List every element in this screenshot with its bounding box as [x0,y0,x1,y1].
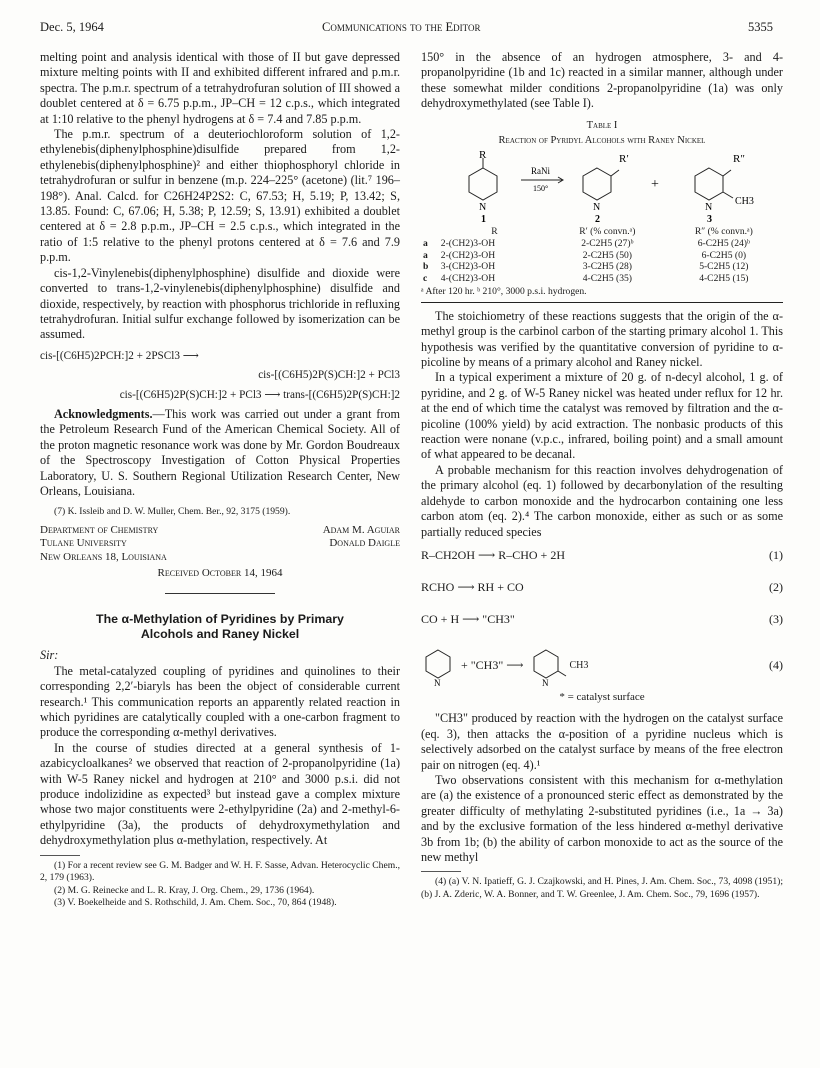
affiliation: Tulane University [40,537,127,550]
title-line: Alcohols and Raney Nickel [140,627,300,642]
affiliation: Department of Chemistry [40,523,159,536]
equation-number: (1) [769,547,783,562]
table-row [421,273,783,285]
methyl-label: CH3 [735,196,754,208]
compound-number: 3 [707,214,712,226]
table-header: R [491,226,498,238]
equation: CO + H ⟶ "CH3" [421,611,515,626]
table-cell: 4-C2H5 (35) [582,272,632,284]
condition-label: 150° [533,184,549,194]
table-header: R″ (% convn.ᵃ) [694,226,753,238]
pyridine-ring-icon [421,646,455,686]
page-number: 5355 [748,20,773,34]
left-column [40,50,400,909]
affiliation: New Orleans 18, Louisiana [40,550,167,563]
author: Adam M. Aguiar [322,523,400,536]
table-cell: c [423,272,428,284]
running-section-title: Communications to the Editor [322,20,481,34]
equation-row [421,612,783,644]
footnote-rule [40,855,80,856]
equation-row [421,644,783,688]
affiliation-block [40,524,400,564]
r-label: R [479,149,487,162]
compound-number: 2 [595,214,600,226]
footnote: (3) V. Boekelheide and S. Rothschild, J. Am. Chem. Soc., 70, 864 (1948). [54,896,337,908]
equation: RCHO ⟶ RH + CO [421,579,524,594]
equation: cis-[(C6H5)2P(S)CH:]2 + PCl3 ⟶ trans-[(C6H5)2P(S)CH:]2 [119,388,400,401]
paragraph: melting point and analysis identical with those of II but gave depressed mixture melting points with II and exhibited different infrared and p.m.r. spectra. The p.m.r. spectrum of a tetrahydrofuran solution of III showed a doublet centered at δ = 6.75 p.p.m., JP–CH = 12 c.p.s., which integrated at 1:10 relative to the phenyl hydrogens at δ = 7.4 and 7.85 p.p.m. [40,50,400,126]
equation: R–CH2OH ⟶ R–CHO + 2H [421,547,565,562]
right-column [421,50,783,901]
table-cell: 6-C2H5 (24)ᵇ [697,238,750,250]
compound-number: 1 [481,214,486,226]
table-cell: 4-C2H5 (15) [699,272,749,284]
paragraph: "CH3" produced by reaction with the hydrogen on the catalyst surface (eq. 3), then attacks the α-position of a pyridine nucleus which is selectively adsorbed on the catalyst surface by means of the free electron pair on nitrogen (eq. 4).¹ [421,711,783,772]
equation-block [421,548,783,705]
ring-n: N [593,202,601,214]
footnote: (4) (a) V. N. Ipatieff, G. J. Czajkowski, and H. Pines, J. Am. Chem. Soc., 73, 4098 (1951); (b) J. A. Zderic, W. A. Bonner, and T. W. Greenlee, J. Am. Chem. Soc., 79, 1696 (1957). [421,876,783,900]
ring-n: N [705,202,713,214]
paragraph: cis-1,2-Vinylenebis(diphenylphosphine) disulfide and dioxide were converted to trans-1,2-vinylenebis(diphenylphosphine) disulfide and dioxide, respectively, by reaction with phosphorus trichloride in refluxing tetrahydrofuran. Initial sulfur exchange followed by isomerization can be assumed. [40,265,400,342]
salutation: Sir: [40,648,59,663]
r-double-prime-label: R″ [733,153,745,166]
picoline-ring-icon [529,646,569,686]
table-cell: 3-C2H5 (28) [582,261,632,273]
results-table [421,226,783,284]
reagent-label: RaNi [531,166,550,177]
table-cell: b [423,261,429,273]
equation-text: + "CH3" ⟶ [461,658,524,673]
article-title [40,612,400,642]
equation-number: (3) [769,611,783,626]
methyl-label: CH3 [569,660,589,672]
table-header: R′ (% convn.ᵃ) [579,226,636,238]
running-date: Dec. 5, 1964 [40,20,104,34]
table-header-row [421,226,783,238]
paragraph: In the course of studies directed at a general synthesis of 1-azabicycloalkanes² we observed that reaction of 2-propanolpyridine (1a) with W-5 Raney nickel and hydrogen at 210° and 3000 p.s.i. did not produce indolizidine as expected³ but instead gave a complex mixture whose two major constituents were 2-ethylpyridine (2a) and 2-methyl-6-ethylpyridine (3a), the products of dehydroxymethylation and dehydroxymethylation plus α-methylation, respectively. At [40,740,400,848]
equation [421,646,588,686]
divider [165,593,275,594]
paragraph: Two observations consistent with this mechanism for α-methylation are (a) the existence of a pronounced steric effect as demonstrated by the greater difficulty of methylating 2-substituted pyridines (i.e., 1a → 3a) and by the exclusive formation of the less hindered α-methyl derivative 3b from 1b; (b) the ability of carbon monoxide to act as the source of the new methyl [421,772,783,864]
equation-number: (4) [769,658,783,673]
paragraph: The metal-catalyzed coupling of pyridines and quinolines to their corresponding 2,2′-biaryls has been the object of considerable current research.¹ This communication reports an apparently related reaction in which pyridines are catalytically coupled with a one-carbon fragment to produce the corresponding α-methyl derivatives. [40,663,400,740]
acknowledgments [40,407,400,499]
acknowledgments-heading: Acknowledgments. [54,406,153,421]
equation-number: (2) [769,579,783,594]
catalyst-legend: * = catalyst surface [559,690,645,703]
paragraph: The p.m.r. spectrum of a deuteriochloroform solution of 1,2-ethylenebis(diphenylphosphine)disulfide prepared from 1,2-ethylenebis(diphenylphosphine)² and either thiophosphoryl chloride in tetrahydrofuran or sulfur in benzene (m.p. 224–225° (acetone) (lit.⁷ 196–198°). Anal. Calcd. for C26H24P2S2: C, 67.53; H, 5.19; P, 13.42; S, 13.85. Found: C, 67.06; H, 5.38; P, 12.59; S, 13.91) exhibited a doublet centered at δ = 2.8 p.p.m., JP–CH = 2.5 c.p.s., which integrated in the ratio of 1:5 relative to the phenyl protons centered at δ = 7.6 and 7.9 p.p.m. [40,127,400,265]
ring-n: N [479,202,487,214]
equation: cis-[(C6H5)2PCH:]2 + 2PSCl3 ⟶ [40,349,199,362]
table-rule [421,302,783,303]
pyridine-ring-2 [583,168,619,200]
received-date: Received October 14, 1964 [157,567,283,579]
author: Donald Daigle [329,537,400,550]
table-cell: 5-C2H5 (12) [699,261,749,273]
table-cell: 4-(CH2)3-OH [440,272,496,284]
footnote: (1) For a recent review see G. M. Badger and W. H. F. Sasse, Advan. Heterocyclic Chem., 2, 179 (1963). [40,859,400,884]
table-cell: 2-(CH2)3-OH [440,238,496,250]
acknowledgments-text: —This work was carried out under a grant from the Petroleum Research Fund of the American Chemical Society. All of the proton magnetic resonance work was done by Mr. Gordon Boudreaux of the Spectroscopy Investigation of Cotton Physical Properties Laboratory, U. S. Southern Regional Utilization Research Center, New Orleans, Louisiana. [40,406,400,498]
paragraph: A probable mechanism for this reaction involves dehydrogenation of the primary alcohol (eq. 1) followed by decarbonylation of the resulting aldehyde to carbon monoxide and the hydrocarbon containing one less carbon atom (eq. 2).⁴ The carbon monoxide, either as such or as some partially reduced species [421,462,783,539]
table-cell: 2-(CH2)3-OH [440,249,496,261]
table-row [421,250,783,262]
table-cell: 2-C2H5 (27)ᵇ [581,238,634,250]
footnote-rule [421,871,461,872]
pyridine-ring-1 [469,158,497,200]
reaction-scheme [421,148,783,226]
title-line: The α-Methylation of Pyridines by Primary [96,612,344,627]
r-prime-label: R′ [619,153,629,166]
ring-n: N [542,677,549,686]
table-title: Reaction of Pyridyl Alcohols with Raney Nickel [498,135,706,147]
table-cell: 6-C2H5 (0) [701,249,747,261]
table-row [421,238,783,250]
table-cell: 3-(CH2)3-OH [440,261,496,273]
table-label: Table I [586,119,618,131]
footnote: (2) M. G. Reinecke and L. R. Kray, J. Org. Chem., 29, 1736 (1964). [54,884,315,896]
table-footnote: ᵃ After 120 hr. ᵇ 210°, 3000 p.s.i. hydrogen. [421,286,587,298]
reference: (7) K. Issleib and D. W. Muller, Chem. Ber., 92, 3175 (1959). [54,506,291,518]
ring-n: N [434,677,441,686]
table-cell: 2-C2H5 (50) [582,249,632,261]
table-row [421,261,783,273]
pyridine-ring-3 [695,168,733,200]
table-cell: a [423,238,428,250]
equation: cis-[(C6H5)2P(S)CH:]2 + PCl3 [258,369,400,382]
paragraph: In a typical experiment a mixture of 20 g. of n-decyl alcohol, 1 g. of pyridine, and 2 g. of W-5 Raney nickel was heated under reflux for 12 hr. at the end of which time the catalyst was removed by filtration and the α-picoline (100% yield) by acid extraction. The nonbasic products of this reaction were nonane (v.p.c., infrared, boiling point) and a small amount of what appeared to be decanal. [421,370,783,462]
equation-row [421,548,783,580]
table-cell: a [423,249,428,261]
equation-row [421,580,783,612]
paragraph: The stoichiometry of these reactions suggests that the origin of the α-methyl group is the carbinol carbon of the starting primary alcohol 1. This hypothesis was verified by the quantitative conversion of pyridine to α-picoline by means of a primary alcohol and Raney nickel. [421,308,783,370]
plus-sign: + [651,177,659,193]
paragraph: 150° in the absence of an hydrogen atmosphere, 3- and 4-propanolpyridine (1b and 1c) reacted in a similar manner, although under these somewhat milder conditions 2-propanolpyridine (1a) was only dehydroxymethylated (see Table I). [421,50,783,111]
